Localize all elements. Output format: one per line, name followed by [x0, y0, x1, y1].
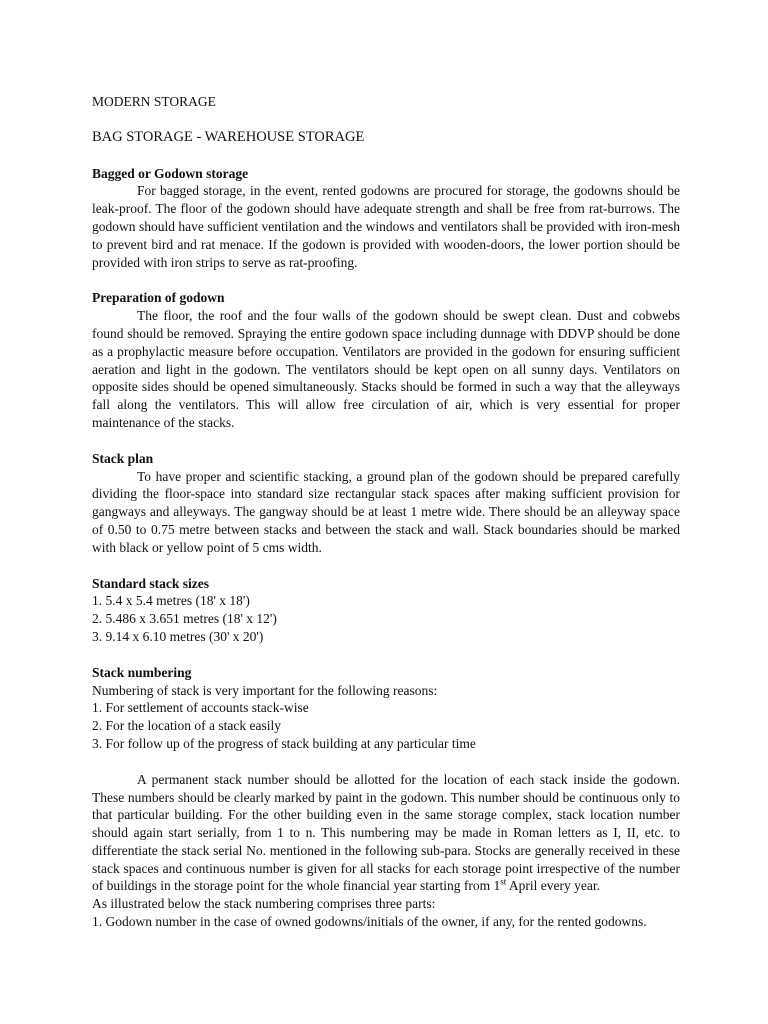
- section-stack-plan: [92, 450, 680, 557]
- list-item: 1. For settlement of accounts stack-wise: [92, 700, 309, 716]
- list-item: 1. Godown number in the case of owned godowns/initials of the owner, if any, for the rented godowns.: [92, 914, 647, 930]
- section-preparation: [92, 289, 680, 431]
- list-item: 3. For follow up of the progress of stack building at any particular time: [92, 735, 476, 751]
- section-heading: Preparation of godown: [92, 290, 225, 306]
- section-heading: Bagged or Godown storage: [92, 165, 249, 181]
- numbering-paragraph-text: A permanent stack number should be allotted for the location of each stack inside the godown. These numbers should be clearly marked by paint in the godown. This number should be continuous only to that particular building. For the other building even in the same storage complex, stack location number should again start serially, from 1 to n. This numbering may be made in Roman letters as I, II, etc. to differentiate the stack serial No. mentioned in the following sub-para. Stocks are generally received in these stack spaces and continuous number is given for all stacks for each storage point irrespective of the number of buildings in the storage point for the whole financial year starting from 1: [92, 771, 680, 894]
- section-heading: Standard stack sizes: [92, 575, 210, 591]
- list-item: 2. For the location of a stack easily: [92, 718, 281, 734]
- list-item: 3. 9.14 x 6.10 metres (30' x 20'): [92, 628, 264, 644]
- document-title: MODERN STORAGE: [92, 94, 216, 109]
- section-stack-sizes: [92, 575, 680, 646]
- list-item: 2. 5.486 x 3.651 metres (18' x 12'): [92, 611, 277, 627]
- document-content: [92, 93, 680, 931]
- list-item: 1. 5.4 x 5.4 metres (18' x 18'): [92, 593, 250, 609]
- section-stack-numbering: [92, 664, 680, 753]
- numbering-paragraph-tail: April every year.: [506, 878, 601, 894]
- section-heading: Stack numbering: [92, 664, 192, 680]
- section-bagged-storage: [92, 165, 680, 272]
- section-heading: Stack plan: [92, 450, 154, 466]
- section-paragraph: The floor, the roof and the four walls of the godown should be swept clean. Dust and cobwebs found should be removed. Spraying the entire godown space including dunnage with DDVP should be done as a prophylactic measure before occupation. Ventilators are provided in the godown for ensuring sufficient aeration and light in the godown. The ventilators should be kept open on all sunny days. Ventilators on opposite sides should be opened simultaneously. Stacks should be formed in such a way that the alleyways fall along the ventilators. This will allow free circulation of air, which is very essential for proper maintenance of the stacks.: [92, 308, 680, 430]
- section-paragraph: To have proper and scientific stacking, a ground plan of the godown should be prepared carefully dividing the floor-space into standard size rectangular stack spaces after making sufficient provision for gangways and alleyways. The gangway should be at least 1 metre wide. There should be an alleyway space of 0.50 to 0.75 metre between stacks and between the stack and wall. Stack boundaries should be marked with black or yellow point of 5 cms width.: [92, 468, 680, 555]
- document-subtitle: BAG STORAGE - WAREHOUSE STORAGE: [92, 128, 365, 145]
- ordinal-suffix: st: [500, 876, 507, 887]
- illustrated-text: As illustrated below the stack numbering comprises three parts:: [92, 896, 436, 912]
- intro-text: Numbering of stack is very important for the following reasons:: [92, 682, 438, 698]
- section-paragraph: For bagged storage, in the event, rented godowns are procured for storage, the godowns should be leak-proof. The floor of the godown should have adequate strength and shall be free from rat-burrows. The godown should have sufficient ventilation and the windows and ventilators shall be provided with iron-mesh to prevent bird and rat menace. If the godown is provided with wooden-doors, the lower portion should be provided with iron strips to serve as rat-proofing.: [92, 183, 680, 270]
- numbering-paragraph: [92, 771, 680, 896]
